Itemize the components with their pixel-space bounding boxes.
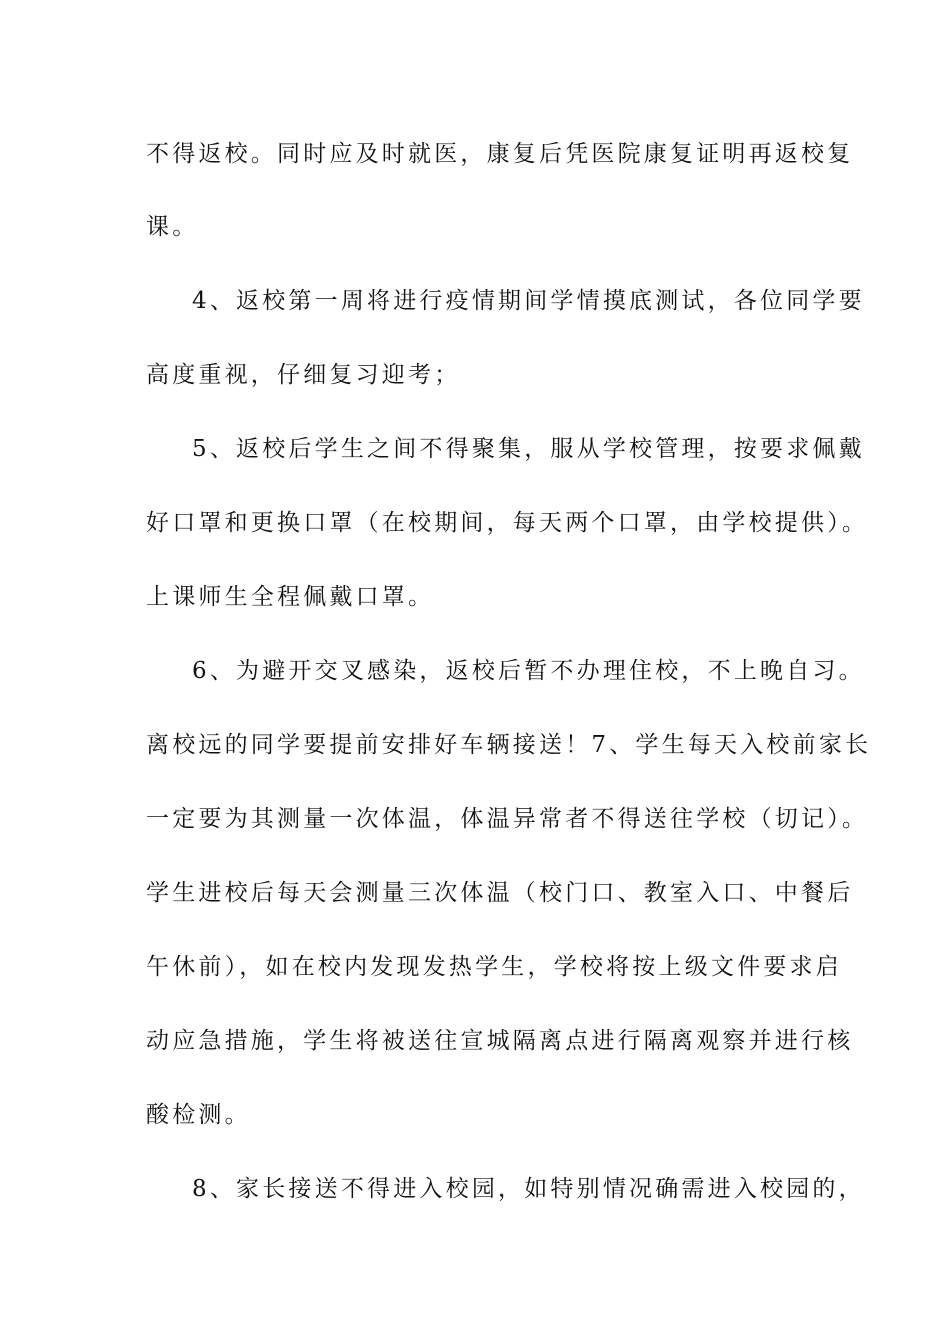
text-line: 动应急措施，学生将被送往宣城隔离点进行隔离观察并进行核 (146, 1028, 854, 1054)
paragraph-6-start: 6、为避开交叉感染，返校后暂不办理住校，不上晚自习。 (192, 658, 865, 684)
text-line: 离校远的同学要提前安排好车辆接送！7、学生每天入校前家长 (146, 732, 872, 758)
paragraph-4-start: 4、返校第一周将进行疫情期间学情摸底测试，各位同学要 (192, 288, 865, 314)
text-line: 学生进校后每天会测量三次体温（校门口、教室入口、中餐后 (146, 880, 854, 906)
text-line: 课。 (146, 214, 199, 240)
text-line: 高度重视，仔细复习迎考； (146, 362, 461, 388)
text-line: 酸检测。 (146, 1102, 251, 1128)
text-line: 一定要为其测量一次体温，体温异常者不得送往学校（切记）。 (146, 806, 869, 832)
paragraph-8-start: 8、家长接送不得进入校园，如特别情况确需进入校园的， (192, 1176, 865, 1202)
text-line: 好口罩和更换口罩（在校期间，每天两个口罩，由学校提供）。 (146, 510, 869, 536)
text-line: 不得返校。同时应及时就医，康复后凭医院康复证明再返校复 (146, 141, 854, 167)
text-line: 上课师生全程佩戴口罩。 (146, 584, 435, 610)
text-line: 午休前），如在校内发现发热学生，学校将按上级文件要求启 (146, 954, 842, 980)
paragraph-5-start: 5、返校后学生之间不得聚集，服从学校管理，按要求佩戴 (192, 436, 865, 462)
